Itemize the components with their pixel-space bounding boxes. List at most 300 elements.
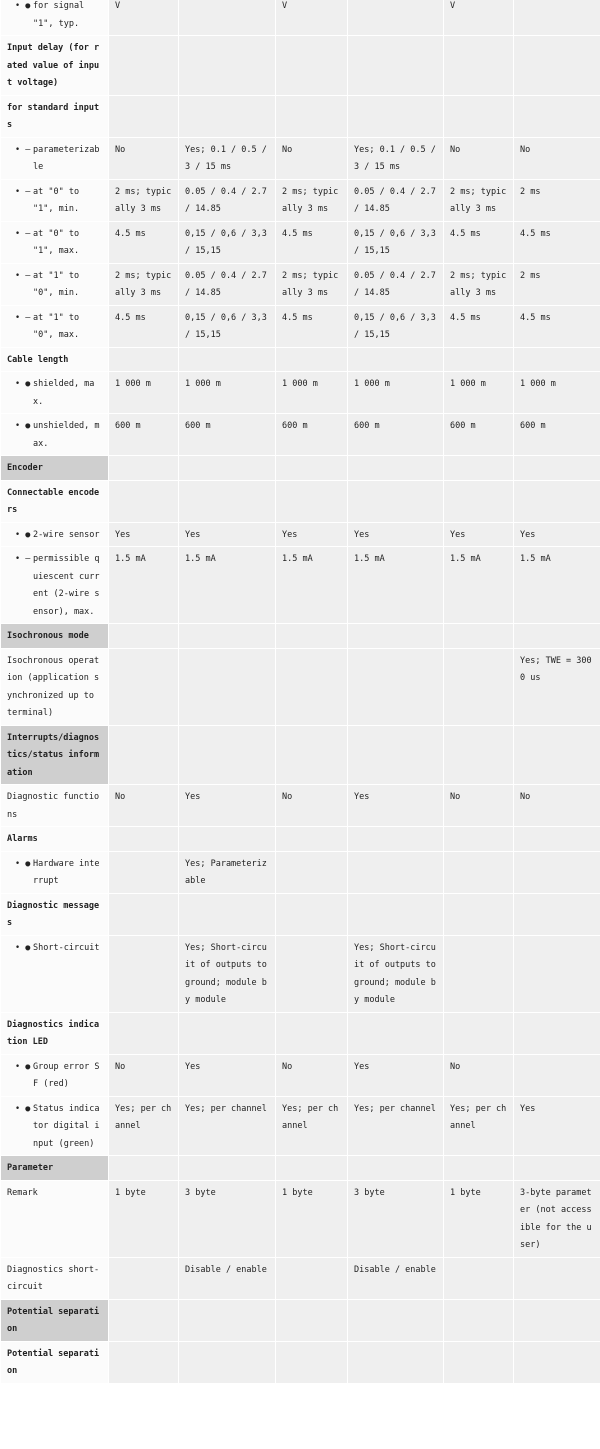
value-cell	[348, 305, 444, 347]
value-cell	[514, 1012, 600, 1054]
spec-row	[1, 36, 600, 96]
row-label: Cable length	[7, 354, 69, 365]
value-cell	[348, 95, 444, 137]
cell-value: Yes; TWE = 3000 us	[520, 655, 592, 683]
value-cell	[444, 305, 514, 347]
row-label-cell	[1, 725, 109, 785]
cell-value: V	[450, 1, 456, 11]
value-cell	[276, 1299, 348, 1341]
cell-value: 4.5 ms	[115, 312, 146, 323]
row-label-cell	[1, 935, 109, 1012]
value-cell	[348, 1054, 444, 1096]
value-cell	[348, 1257, 444, 1299]
bullet-marker-icon: • —	[15, 228, 31, 239]
bullet-marker-icon: • —	[15, 144, 31, 155]
value-cell	[348, 522, 444, 547]
cell-value: 2 ms; typically 3 ms	[450, 270, 507, 298]
spec-row	[1, 785, 600, 827]
value-cell	[514, 305, 600, 347]
value-cell	[109, 456, 179, 481]
value-cell	[444, 179, 514, 221]
value-cell	[276, 827, 348, 852]
cell-value: No	[282, 144, 293, 155]
cell-value: 1 000 m	[520, 379, 556, 389]
row-label: unshielded, max.	[33, 421, 100, 449]
value-cell	[109, 1096, 179, 1156]
cell-value: 600 m	[354, 421, 380, 431]
bullet-marker-icon: • ●	[15, 421, 31, 431]
row-label: Diagnostic functions	[7, 792, 100, 820]
spec-row	[1, 893, 600, 935]
value-cell	[179, 522, 276, 547]
value-cell	[444, 1012, 514, 1054]
value-cell	[109, 935, 179, 1012]
cell-value: 4.5 ms	[115, 228, 146, 239]
value-cell	[348, 179, 444, 221]
row-label-cell	[1, 1012, 109, 1054]
cell-value: 600 m	[520, 421, 546, 431]
cell-value: 0.05 / 0.4 / 2.7 / 14.85	[354, 186, 436, 214]
spec-row	[1, 1257, 600, 1299]
value-cell	[514, 648, 600, 725]
value-cell	[109, 305, 179, 347]
bullet-item	[7, 856, 102, 891]
value-cell	[348, 1180, 444, 1257]
value-cell	[109, 851, 179, 893]
value-cell	[276, 179, 348, 221]
row-label-cell	[1, 851, 109, 893]
value-cell	[514, 725, 600, 785]
value-cell	[514, 785, 600, 827]
value-cell	[276, 0, 348, 36]
row-label: for signal "1", typ.	[33, 1, 85, 29]
row-label: Diagnostics short-circuit	[7, 1264, 100, 1292]
value-cell	[276, 263, 348, 305]
value-cell	[179, 95, 276, 137]
cell-value: 1 byte	[450, 1187, 481, 1198]
value-cell	[444, 137, 514, 179]
bullet-marker-icon: • —	[15, 554, 31, 564]
bullet-marker-icon: • ●	[15, 1061, 31, 1072]
value-cell	[348, 137, 444, 179]
value-cell	[276, 456, 348, 481]
value-cell	[514, 372, 600, 414]
value-cell	[514, 221, 600, 263]
value-cell	[348, 36, 444, 96]
bullet-item	[7, 551, 102, 621]
value-cell	[514, 0, 600, 36]
value-cell	[444, 547, 514, 624]
value-cell	[348, 648, 444, 725]
value-cell	[179, 179, 276, 221]
bullet-item	[7, 527, 102, 545]
value-cell	[109, 1341, 179, 1383]
value-cell	[179, 414, 276, 456]
bullet-item	[7, 310, 102, 345]
row-label-cell	[1, 522, 109, 547]
row-label-cell	[1, 1299, 109, 1341]
value-cell	[514, 347, 600, 372]
value-cell	[276, 372, 348, 414]
value-cell	[444, 624, 514, 649]
cell-value: 4.5 ms	[520, 312, 551, 323]
value-cell	[514, 1299, 600, 1341]
cell-value: 1.5 mA	[282, 554, 313, 564]
bullet-item	[7, 418, 102, 453]
row-label-cell	[1, 1341, 109, 1383]
cell-value: 1 000 m	[185, 379, 221, 389]
row-label-cell	[1, 547, 109, 624]
value-cell	[348, 1096, 444, 1156]
value-cell	[444, 480, 514, 522]
value-cell	[444, 0, 514, 36]
value-cell	[348, 1156, 444, 1181]
value-cell	[444, 95, 514, 137]
cell-value: 1 byte	[115, 1187, 146, 1198]
cell-value: 4.5 ms	[282, 312, 313, 323]
cell-value: 1 000 m	[115, 379, 151, 389]
value-cell	[348, 547, 444, 624]
bullet-item	[7, 184, 102, 219]
value-cell	[348, 414, 444, 456]
cell-value: No	[115, 1061, 126, 1072]
cell-value: 1 000 m	[282, 379, 318, 389]
cell-value: 4.5 ms	[282, 228, 313, 239]
cell-value: 600 m	[450, 421, 476, 431]
value-cell	[276, 305, 348, 347]
value-cell	[444, 522, 514, 547]
value-cell	[109, 648, 179, 725]
cell-value: 0,15 / 0,6 / 3,3 / 15,15	[185, 312, 267, 340]
cell-value: 2 ms; typically 3 ms	[450, 186, 507, 214]
value-cell	[514, 935, 600, 1012]
bullet-marker-icon: • —	[15, 312, 31, 323]
cell-value: 0.05 / 0.4 / 2.7 / 14.85	[354, 270, 436, 298]
value-cell	[179, 0, 276, 36]
value-cell	[179, 456, 276, 481]
value-cell	[348, 827, 444, 852]
value-cell	[109, 1257, 179, 1299]
value-cell	[179, 263, 276, 305]
cell-value: 2 ms; typically 3 ms	[282, 270, 339, 298]
cell-value: 2 ms	[520, 270, 541, 281]
value-cell	[444, 414, 514, 456]
value-cell	[514, 851, 600, 893]
cell-value: 1 000 m	[450, 379, 486, 389]
value-cell	[514, 263, 600, 305]
row-label-cell	[1, 263, 109, 305]
value-cell	[276, 851, 348, 893]
spec-table-body	[1, 0, 600, 1383]
cell-value: 3 byte	[185, 1187, 216, 1198]
row-label: Diagnostics indication LED	[7, 1019, 100, 1047]
value-cell	[276, 480, 348, 522]
value-cell	[348, 1299, 444, 1341]
bullet-marker-icon: • ●	[15, 858, 31, 869]
spec-row	[1, 547, 600, 624]
cell-value: Yes	[185, 1061, 201, 1072]
spec-row	[1, 1341, 600, 1383]
value-cell	[514, 36, 600, 96]
value-cell	[514, 522, 600, 547]
row-label: Alarms	[7, 834, 38, 844]
cell-value: Yes	[520, 1103, 536, 1114]
cell-value: 0,15 / 0,6 / 3,3 / 15,15	[185, 228, 267, 256]
row-label: Short-circuit	[33, 942, 100, 953]
value-cell	[276, 893, 348, 935]
bullet-marker-icon: • —	[15, 270, 31, 281]
cell-value: Yes; 0.1 / 0.5 / 3 / 15 ms	[354, 144, 436, 172]
value-cell	[276, 1341, 348, 1383]
spec-row	[1, 372, 600, 414]
cell-value: 1.5 mA	[520, 554, 551, 564]
value-cell	[179, 851, 276, 893]
value-cell	[109, 414, 179, 456]
value-cell	[514, 480, 600, 522]
value-cell	[444, 851, 514, 893]
value-cell	[276, 1156, 348, 1181]
value-cell	[109, 1299, 179, 1341]
value-cell	[348, 1341, 444, 1383]
value-cell	[348, 372, 444, 414]
spec-row	[1, 1096, 600, 1156]
value-cell	[444, 893, 514, 935]
value-cell	[348, 263, 444, 305]
spec-row	[1, 827, 600, 852]
spec-row	[1, 179, 600, 221]
spec-row	[1, 648, 600, 725]
spec-row	[1, 935, 600, 1012]
cell-value: 600 m	[115, 421, 141, 431]
cell-value: 2 ms; typically 3 ms	[115, 270, 172, 298]
section-title: Interrupts/diagnostics/status information	[7, 732, 100, 778]
value-cell	[179, 1341, 276, 1383]
row-label: 2-wire sensor	[33, 529, 100, 540]
value-cell	[276, 1096, 348, 1156]
value-cell	[514, 137, 600, 179]
cell-value: 1 000 m	[354, 379, 390, 389]
value-cell	[276, 1054, 348, 1096]
value-cell	[109, 263, 179, 305]
row-label-cell	[1, 480, 109, 522]
row-label: at "1" to "0", min.	[33, 270, 80, 298]
row-label: Connectable encoders	[7, 487, 100, 515]
cell-value: Yes; Short-circuit of outputs to ground; module by module	[354, 942, 436, 1005]
section-row	[1, 1156, 600, 1181]
value-cell	[514, 827, 600, 852]
spec-row	[1, 221, 600, 263]
cell-value: Disable / enable	[185, 1264, 267, 1275]
value-cell	[109, 36, 179, 96]
value-cell	[444, 263, 514, 305]
cell-value: Yes; per channel	[115, 1103, 172, 1131]
bullet-marker-icon: • ●	[15, 379, 31, 389]
value-cell	[109, 785, 179, 827]
value-cell	[276, 36, 348, 96]
cell-value: 600 m	[185, 421, 211, 431]
value-cell	[179, 624, 276, 649]
value-cell	[348, 725, 444, 785]
value-cell	[444, 935, 514, 1012]
value-cell	[444, 1054, 514, 1096]
row-label-cell	[1, 1096, 109, 1156]
row-label: at "0" to "1", min.	[33, 186, 80, 214]
value-cell	[348, 851, 444, 893]
cell-value: Yes; per channel	[282, 1103, 339, 1131]
value-cell	[179, 935, 276, 1012]
row-label-cell	[1, 456, 109, 481]
row-label-cell	[1, 624, 109, 649]
value-cell	[179, 137, 276, 179]
value-cell	[179, 1299, 276, 1341]
row-label-cell	[1, 221, 109, 263]
cell-value: 1.5 mA	[354, 554, 385, 564]
cell-value: No	[450, 1061, 461, 1072]
value-cell	[514, 1156, 600, 1181]
section-title: Isochronous mode	[7, 631, 89, 641]
row-label-cell	[1, 137, 109, 179]
cell-value: 0.05 / 0.4 / 2.7 / 14.85	[185, 186, 267, 214]
value-cell	[179, 1054, 276, 1096]
value-cell	[514, 547, 600, 624]
value-cell	[276, 1257, 348, 1299]
value-cell	[276, 935, 348, 1012]
row-label: permissible quiescent current (2-wire sensor), max.	[33, 554, 100, 617]
value-cell	[276, 624, 348, 649]
value-cell	[348, 785, 444, 827]
value-cell	[179, 305, 276, 347]
row-label-cell	[1, 1054, 109, 1096]
value-cell	[444, 372, 514, 414]
spec-row	[1, 0, 600, 36]
row-label-cell	[1, 36, 109, 96]
cell-value: 600 m	[282, 421, 308, 431]
value-cell	[109, 1180, 179, 1257]
value-cell	[179, 36, 276, 96]
value-cell	[444, 785, 514, 827]
value-cell	[109, 179, 179, 221]
value-cell	[179, 893, 276, 935]
cell-value: Yes	[354, 529, 370, 540]
row-label-cell	[1, 0, 109, 36]
value-cell	[109, 221, 179, 263]
row-label: parameterizable	[33, 144, 100, 172]
row-label: Input delay (for rated value of input voltage)	[7, 43, 100, 88]
value-cell	[514, 179, 600, 221]
value-cell	[109, 893, 179, 935]
value-cell	[276, 347, 348, 372]
value-cell	[179, 221, 276, 263]
value-cell	[348, 935, 444, 1012]
value-cell	[444, 1156, 514, 1181]
row-label-cell	[1, 1156, 109, 1181]
spec-row	[1, 305, 600, 347]
section-row	[1, 456, 600, 481]
row-label: Status indicator digital input (green)	[33, 1103, 100, 1149]
row-label: at "1" to "0", max.	[33, 312, 80, 340]
row-label: Group error SF (red)	[33, 1061, 100, 1089]
cell-value: V	[115, 1, 121, 11]
value-cell	[348, 221, 444, 263]
value-cell	[276, 1180, 348, 1257]
bullet-marker-icon: • ●	[15, 529, 31, 540]
value-cell	[276, 137, 348, 179]
value-cell	[348, 456, 444, 481]
row-label: Isochronous operation (application synchronized up to terminal)	[7, 655, 100, 718]
value-cell	[276, 414, 348, 456]
spec-row	[1, 480, 600, 522]
bullet-marker-icon: • ●	[15, 1103, 31, 1114]
spec-row	[1, 1054, 600, 1096]
value-cell	[109, 137, 179, 179]
row-label: for standard inputs	[7, 102, 100, 130]
row-label: at "0" to "1", max.	[33, 228, 80, 256]
value-cell	[109, 372, 179, 414]
value-cell	[276, 547, 348, 624]
cell-value: No	[520, 792, 531, 802]
value-cell	[179, 648, 276, 725]
section-row	[1, 624, 600, 649]
value-cell	[179, 547, 276, 624]
row-label-cell	[1, 893, 109, 935]
cell-value: No	[282, 1061, 293, 1072]
cell-value: No	[115, 144, 126, 155]
value-cell	[276, 221, 348, 263]
value-cell	[444, 1341, 514, 1383]
value-cell	[514, 95, 600, 137]
bullet-item	[7, 376, 102, 411]
value-cell	[276, 95, 348, 137]
value-cell	[179, 347, 276, 372]
cell-value: Yes; per channel	[185, 1103, 267, 1114]
value-cell	[514, 1257, 600, 1299]
value-cell	[444, 1257, 514, 1299]
cell-value: 3-byte parameter (not accessible for the user)	[520, 1187, 592, 1250]
value-cell	[109, 1156, 179, 1181]
cell-value: Yes	[282, 529, 298, 540]
value-cell	[514, 456, 600, 481]
value-cell	[179, 480, 276, 522]
value-cell	[444, 1299, 514, 1341]
cell-value: Yes	[450, 529, 466, 540]
value-cell	[444, 347, 514, 372]
cell-value: Yes	[520, 529, 536, 540]
value-cell	[514, 893, 600, 935]
value-cell	[444, 648, 514, 725]
spec-row	[1, 522, 600, 547]
cell-value: 1 byte	[282, 1187, 313, 1198]
value-cell	[179, 1012, 276, 1054]
row-label-cell	[1, 347, 109, 372]
value-cell	[276, 785, 348, 827]
value-cell	[514, 1341, 600, 1383]
bullet-marker-icon: • ●	[15, 942, 31, 953]
cell-value: Yes; per channel	[354, 1103, 436, 1114]
cell-value: Yes; 0.1 / 0.5 / 3 / 15 ms	[185, 144, 267, 172]
cell-value: No	[520, 144, 531, 155]
cell-value: 1.5 mA	[450, 554, 481, 564]
value-cell	[179, 827, 276, 852]
row-label-cell	[1, 648, 109, 725]
cell-value: No	[115, 792, 126, 802]
cell-value: 4.5 ms	[520, 228, 551, 239]
value-cell	[109, 0, 179, 36]
bullet-item	[7, 1059, 102, 1094]
section-row	[1, 725, 600, 785]
value-cell	[109, 347, 179, 372]
cell-value: Disable / enable	[354, 1264, 436, 1275]
value-cell	[444, 221, 514, 263]
